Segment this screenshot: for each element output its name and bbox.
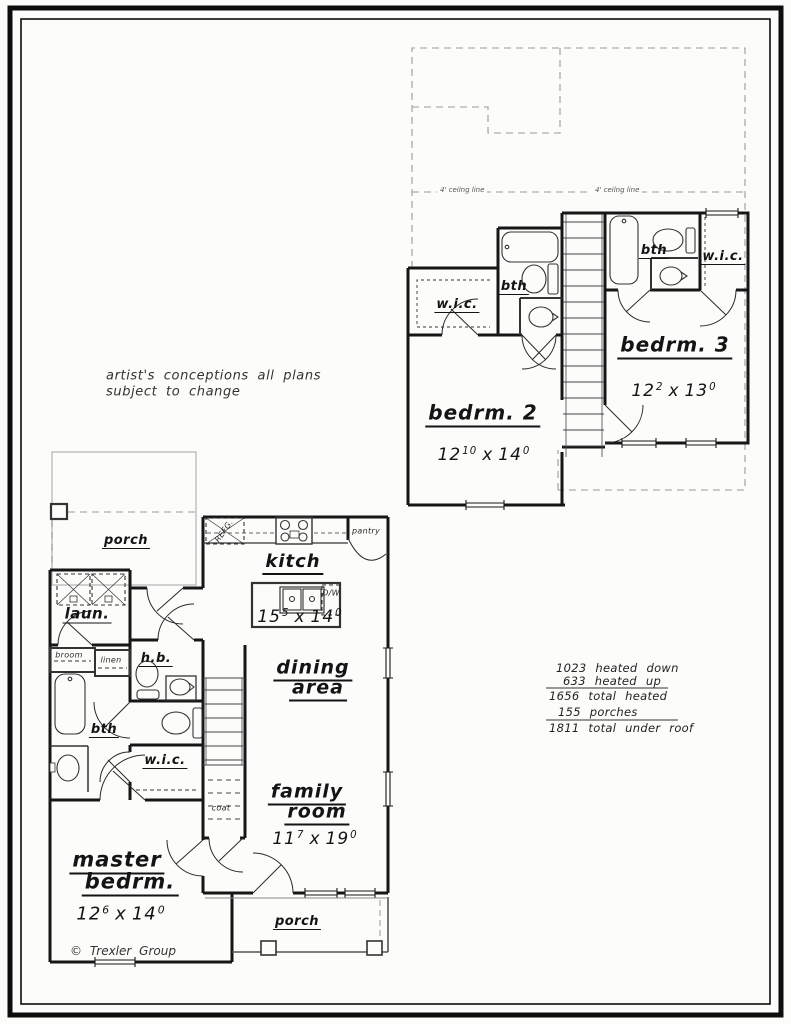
dim-sep: x [309,829,321,849]
label-dining-line1: dining [273,657,352,682]
window [706,208,738,218]
bedrm2-dimensions [438,445,531,465]
stairs-upper [563,214,604,457]
porch-post [367,941,382,955]
stat-total-under-roof: 1811 total under roof [549,721,694,735]
label-wic-upper-left: w.i.c. [436,297,478,312]
bedrm3-dimensions [631,381,716,401]
washer-dryer-icon [57,574,125,605]
window [383,648,393,678]
dim-ft: 14 [498,445,522,465]
dim-ft: 12 [631,381,655,401]
stat-total-heated: 1656 total heated [549,689,668,703]
sink-icon [520,298,562,335]
label-porch-bottom: porch [274,914,320,929]
stat-heated-down: 1023 heated down [556,661,679,675]
dim-in: 0 [709,381,717,393]
dim-ft: 14 [131,903,157,925]
sink-icon [166,676,196,700]
label-master-line2: bedrm. [82,870,179,897]
dim-ft: 13 [684,381,709,401]
window [95,957,135,967]
coat-shelf-dashed [208,780,240,819]
label-pantry: pantry [351,526,381,536]
label-laundry: laun. [64,604,110,623]
window [305,888,337,898]
stove-icon [276,517,312,544]
label-wic-lower: w.i.c. [144,753,186,768]
window [345,888,375,898]
dim-ft: 11 [272,829,296,849]
kitchen-dimensions [257,607,342,627]
label-master-line1: master [69,848,164,875]
dim-sep: x [294,607,306,627]
label-porch-left: porch [103,533,149,548]
dim-in: 6 [102,903,111,917]
label-bath-upper-left: bth [500,279,528,294]
copyright-text: © Trexler Group [70,944,176,958]
label-family-line1: family [268,781,346,806]
toilet-icon [162,708,202,738]
sink-icon [651,258,698,290]
artist-note-line2: subject to change [106,384,241,400]
dim-in: 0 [522,445,531,457]
window [622,438,656,448]
label-bedrm3: bedrm. 3 [617,333,732,360]
porch-post [261,941,276,955]
bathtub-icon [610,216,638,284]
label-broom: broom [55,650,83,660]
bathtub-icon [502,232,558,262]
dim-ft: 15 [257,607,281,627]
label-bath-lower: bth [90,722,118,737]
porch-post [51,504,67,519]
label-linen: linen [100,655,122,665]
label-refrigerator: REFG. [213,517,235,545]
dim-in: 5 [281,607,290,619]
sink-icon [50,746,88,792]
dim-sep: x [668,381,680,401]
artist-note-line1: artist's conceptions all plans [106,368,322,384]
dim-ft: 12 [437,445,462,465]
porch-roof-outline [51,452,196,585]
label-bath-upper-right: bth [640,243,668,258]
family-room-dimensions [272,829,357,849]
dim-in: 10 [462,445,478,457]
stat-heated-up: 633 heated up [563,674,662,688]
label-family-line2: room [284,801,349,826]
bathtub-icon [55,674,85,734]
window [466,500,504,510]
window [686,438,716,448]
dim-in: 7 [296,829,305,841]
dim-sep: x [115,903,127,925]
dim-sep: x [482,445,494,465]
label-half-bath: h.b. [140,651,172,666]
label-kitchen: kitch [262,551,323,575]
dim-ft: 14 [310,607,335,627]
dim-in: 2 [655,381,664,393]
label-bedrm2: bedrm. 2 [425,401,540,428]
master-bedroom-dimensions [76,904,165,925]
ceiling-line-label: 4' ceilng line [437,186,487,194]
dim-ft: 12 [76,903,102,925]
window [383,772,393,806]
dim-in: 0 [335,607,343,619]
stairs-lower [203,678,245,819]
label-dining-line2: area [289,677,347,702]
label-wic-upper-right: w.i.c. [702,249,744,264]
dim-ft: 19 [325,829,350,849]
ceiling-line-label: 4' ceilng line [592,186,642,194]
label-dishwasher: D/W [322,588,340,598]
dim-in: 0 [350,829,358,841]
dim-in: 0 [157,903,166,917]
stat-porches: 155 porches [558,705,638,719]
label-coat: coat [211,803,231,813]
